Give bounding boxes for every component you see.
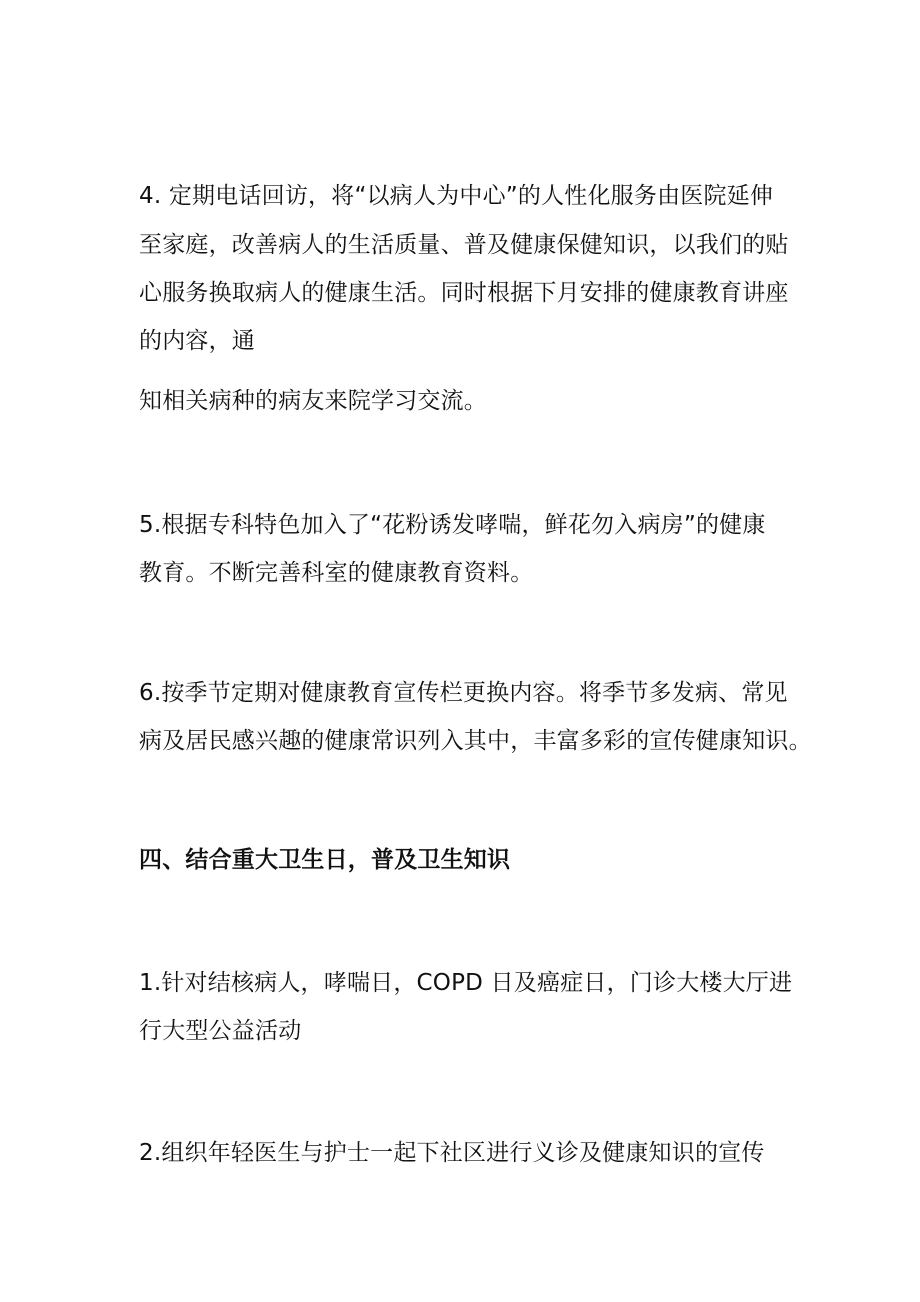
paragraph-5-line-2: 教育。不断完善科室的健康教育资料。 (139, 560, 534, 586)
paragraph-4-line-5: 知相关病种的病友来院学习交流。 (139, 388, 487, 414)
paragraph-4-line-3: 心服务换取病人的健康生活。同时根据下月安排的健康教育讲座 (139, 280, 789, 306)
paragraph-6-line-1: 6.按季节定期对健康教育宣传栏更换内容。将季节多发病、常见 (139, 680, 788, 706)
paragraph-4-line-2: 至家庭，改善病人的生活质量、普及健康保健知识，以我们的贴 (139, 232, 789, 258)
section-4-item-2-line-1: 2.组织年轻医生与护士一起下社区进行义诊及健康知识的宣传 (139, 1140, 765, 1166)
section-4-item-1-line-1: 1.针对结核病人，哮喘日，COPD 日及癌症日，门诊大楼大厅进 (139, 970, 793, 996)
paragraph-5-line-1: 5.根据专科特色加入了“花粉诱发哮喘，鲜花勿入病房”的健康 (139, 512, 766, 538)
paragraph-4-line-4: 的内容，通 (139, 328, 255, 354)
paragraph-4-line-1: 4. 定期电话回访，将“以病人为中心”的人性化服务由医院延伸 (139, 183, 774, 209)
paragraph-6-line-2: 病及居民感兴趣的健康常识列入其中，丰富多彩的宣传健康知识。 (139, 728, 812, 754)
section-4-item-1-line-2: 行大型公益活动 (139, 1018, 302, 1044)
section-4-heading: 四、结合重大卫生日，普及卫生知识 (139, 847, 511, 873)
